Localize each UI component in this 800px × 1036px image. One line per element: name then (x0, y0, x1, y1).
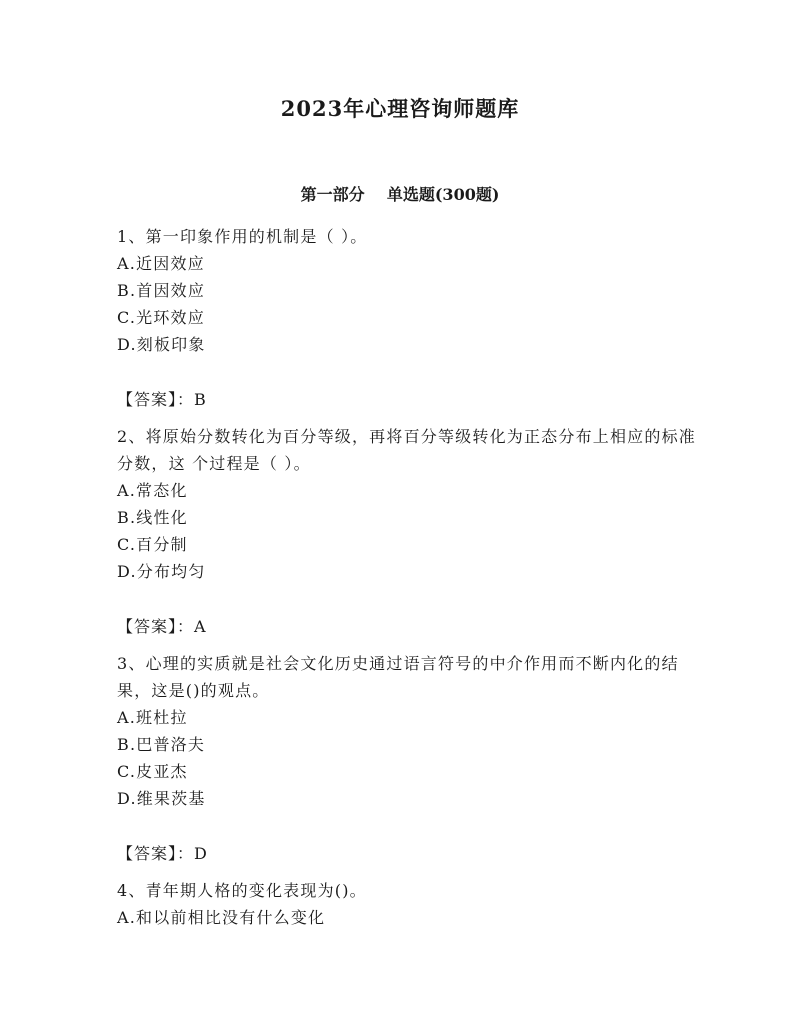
document-title: 2023年心理咨询师题库 (280, 96, 520, 121)
option-list (117, 904, 697, 931)
option-d: D.分布均匀 (117, 562, 206, 581)
option-b: B.首因效应 (117, 281, 206, 300)
question-stem: 1、第一印象作用的机制是（ ）。 (117, 227, 368, 246)
answer-value: D (194, 844, 209, 863)
question-stem: 4、青年期人格的变化表现为()。 (117, 881, 367, 900)
option-c: C.光环效应 (117, 308, 205, 327)
option-list (117, 250, 697, 358)
answer-label: 【答案】： (117, 617, 195, 636)
option-list (117, 704, 697, 812)
answer-value: B (194, 390, 207, 409)
option-a: A.和以前相比没有什么变化 (117, 908, 326, 927)
question-4 (117, 877, 697, 931)
answer-line (117, 840, 697, 867)
question-1 (117, 223, 697, 413)
option-a: A.近因效应 (117, 254, 205, 273)
question-stem: 3、心理的实质就是社会文化历史通过语言符号的中介作用而不断内化的结果，这是()的观点。 (117, 654, 679, 700)
option-d: D.维果茨基 (117, 789, 206, 808)
question-3 (117, 650, 697, 867)
question-2 (117, 423, 697, 640)
option-c: C.皮亚杰 (117, 762, 188, 781)
option-b: B.巴普洛夫 (117, 735, 206, 754)
answer-line (117, 386, 697, 413)
answer-label: 【答案】： (117, 390, 195, 409)
option-a: A.班杜拉 (117, 708, 188, 727)
answer-label: 【答案】： (117, 844, 195, 863)
question-list (117, 223, 697, 931)
option-c: C.百分制 (117, 535, 188, 554)
answer-line (117, 613, 697, 640)
option-a: A.常态化 (117, 481, 188, 500)
option-list (117, 477, 697, 585)
option-b: B.线性化 (117, 508, 188, 527)
section-title: 第一部分 单选题(300题) (300, 185, 500, 204)
answer-value: A (194, 617, 207, 636)
option-d: D.刻板印象 (117, 335, 206, 354)
question-stem: 2、将原始分数转化为百分等级，再将百分等级转化为正态分布上相应的标准分数，这 个过程是（ ）。 (117, 427, 696, 473)
